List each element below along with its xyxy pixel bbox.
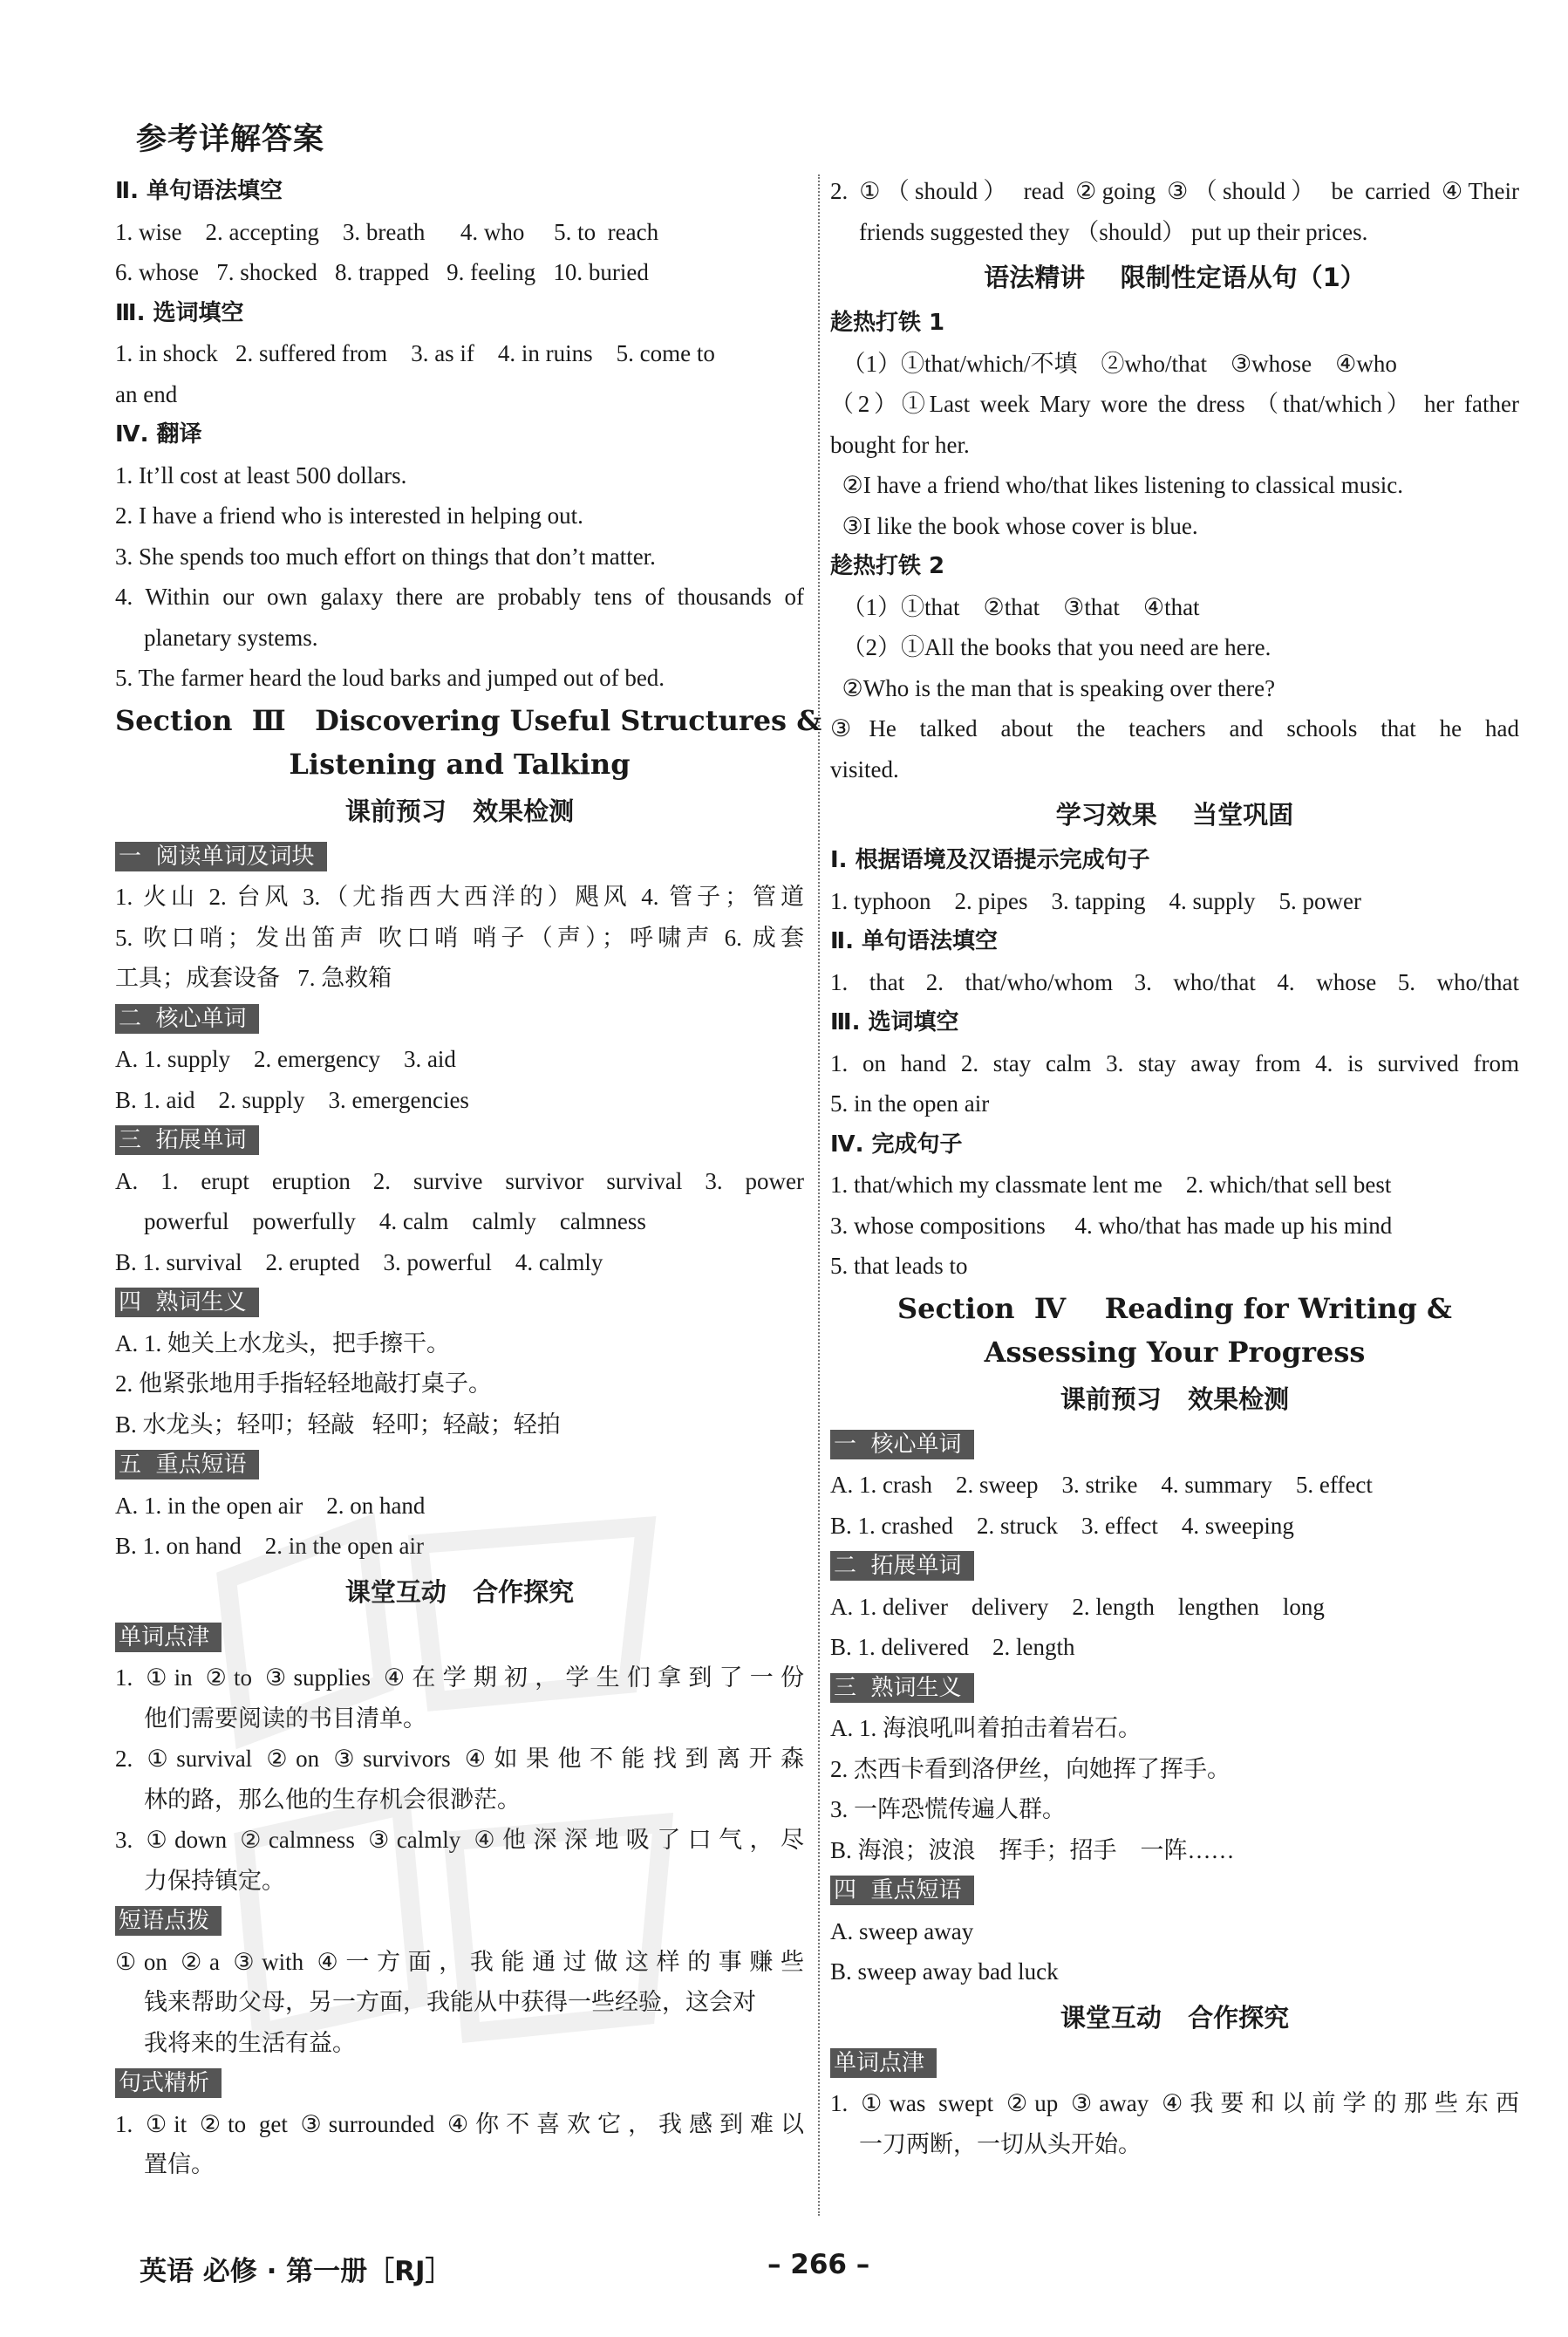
answer-line: 3. ①down ②calmness ③calmly ④他深深地吸了口气，尽	[115, 1827, 804, 1853]
section-tag-row	[115, 1617, 804, 1658]
answer-line: 1. 火山 2. 台风 3.（尤指西大西洋的）飓风 4. 管子；管道	[115, 884, 804, 910]
answer-line: 1. ①was swept ②up ③away ④我要和以前学的那些东西	[830, 2090, 1519, 2116]
answer-line: 6. whose 7. shocked 8. trapped 9. feeling 10. buried	[115, 259, 649, 285]
answer-line: visited.	[830, 755, 899, 782]
answer-line: （2）①Last week Mary wore the dress （that/which） her father	[830, 391, 1519, 417]
section-tag-row	[830, 2043, 1519, 2084]
section-tag-row	[115, 999, 804, 1040]
answer-line: 置信。	[144, 2151, 215, 2177]
answer-line: B. 水龙头；轻叩；轻敲 轻叩；轻敲；轻拍	[115, 1411, 561, 1438]
answer-line: 5. 吹口哨；发出笛声 吹口哨 哨子（声）；呼啸声 6. 成套	[115, 924, 804, 951]
answer-line: B. 1. survival 2. erupted 3. powerful 4. calmly	[115, 1248, 603, 1275]
answer-line: 2. ①（should） read ②going ③（should） be carried ④Their	[830, 178, 1519, 204]
column-divider	[818, 174, 820, 2216]
answer-line: （1）①that ②that ③that ④that	[830, 593, 1200, 620]
section-heading: Section Ⅳ Reading for Writing &	[897, 1291, 1452, 1325]
answer-line: B. 1. on hand 2. in the open air	[115, 1533, 424, 1559]
answer-line: bought for her.	[830, 431, 970, 458]
answer-line: 1. that 2. that/who/whom 3. who/that 4. whose 5. who/that	[830, 968, 1519, 995]
answer-line: A. sweep away	[830, 1917, 974, 1944]
answer-line: A. 1. crash 2. sweep 3. strike 4. summary 5. effect	[830, 1472, 1373, 1498]
section-heading: Section Ⅲ Discovering Useful Structures &	[115, 703, 822, 737]
answer-line: powerful powerfully 4. calm calmly calmness	[144, 1208, 646, 1234]
answer-line: ③I like the book whose cover is blue.	[830, 512, 1198, 539]
page-title: 参考详解答案	[136, 122, 325, 157]
answer-line: 我将来的生活有益。	[144, 2029, 356, 2056]
answer-line: 4. Within our own galaxy there are probably tens of thousands of	[115, 584, 804, 610]
section-tag: 四 熟词生义	[115, 1288, 259, 1317]
answer-line: 他们需要阅读的书目清单。	[144, 1705, 426, 1732]
answer-line: A. 1. erupt eruption 2. survive survivor survival 3. power	[115, 1167, 804, 1194]
answer-line: 1. that/which my classmate lent me 2. which/that sell best	[830, 1172, 1392, 1198]
page-footer	[0, 2249, 1568, 2287]
section-tag-row	[830, 1870, 1519, 1911]
subsection-heading: 课前预习 效果检测	[344, 796, 575, 826]
section-tag: 一 阅读单词及词块	[115, 842, 327, 871]
answer-line: B. 海浪；波浪 挥手；招手 一阵……	[830, 1836, 1235, 1863]
subsection-heading: 课前预习 效果检测	[1060, 1384, 1290, 1414]
section-tag: 三 熟词生义	[830, 1673, 974, 1703]
section-tag: 单词点津	[830, 2048, 937, 2078]
subsection-heading: 学习效果 当堂巩固	[1055, 800, 1294, 830]
answer-line: ②I have a friend who/that likes listening to classical music.	[830, 472, 1404, 498]
answer-line: friends suggested they （should） put up their prices.	[859, 218, 1368, 245]
exercise-heading: Ⅱ. 单句语法填空	[115, 178, 283, 204]
section-tag-row	[115, 837, 804, 878]
exercise-heading: Ⅳ. 翻译	[115, 421, 202, 448]
exercise-heading: 趁热打铁 1	[830, 310, 945, 336]
answer-line: A. 1. supply 2. emergency 3. aid	[115, 1046, 456, 1072]
answer-line: （2）①All the books that you need are here.	[830, 634, 1271, 660]
answer-line: an end	[115, 380, 178, 407]
answer-line: 1. on hand 2. stay calm 3. stay away from 4. is survived from	[830, 1049, 1519, 1076]
answer-line: 1. in shock 2. suffered from 3. as if 4. in ruins 5. come to	[115, 340, 715, 366]
exercise-heading: Ⅲ. 选词填空	[115, 299, 244, 326]
section-heading: Listening and Talking	[289, 747, 631, 781]
answer-line: 钱来帮助父母，另一方面，我能从中获得一些经验，这会对	[144, 1989, 756, 2015]
exercise-heading: 趁热打铁 2	[830, 553, 945, 579]
answer-line: 1. ①it ②to get ③surrounded ④你不喜欢它，我感到难以	[115, 2110, 804, 2137]
answer-line: A. 1. in the open air 2. on hand	[115, 1492, 426, 1519]
section-tag: 一 核心单词	[830, 1430, 974, 1459]
section-tag: 二 拓展单词	[830, 1551, 974, 1581]
footer-subject: 英语 必修 · 第一册［RJ］	[140, 2256, 453, 2287]
answer-line: 1. ①in ②to ③supplies ④在学期初，学生们拿到了一份	[115, 1664, 804, 1691]
section-tag-row	[830, 1425, 1519, 1466]
answer-line: 3. She spends too much effort on things that don’t matter.	[115, 543, 656, 570]
answer-line: 2. 杰西卡看到洛伊丝，向她挥了挥手。	[830, 1755, 1231, 1782]
answer-line: A. 1. deliver delivery 2. length lengthen long	[830, 1593, 1325, 1620]
subsection-heading: 课堂互动 合作探究	[1060, 2002, 1290, 2033]
section-tag-row	[830, 1546, 1519, 1587]
answer-line: planetary systems.	[144, 624, 318, 651]
answer-line: 力保持镇定。	[144, 1867, 285, 1894]
answer-line: 3. 一阵恐慌传遍人群。	[830, 1796, 1066, 1822]
section-tag-row	[115, 1901, 804, 1942]
section-tag: 四 重点短语	[830, 1876, 974, 1905]
answer-line: ③He talked about the teachers and schools that he had	[830, 715, 1519, 741]
answer-line: B. sweep away bad luck	[830, 1958, 1059, 1985]
answer-line: 5. in the open air	[830, 1090, 990, 1117]
answer-line: 5. The farmer heard the loud barks and jumped out of bed.	[115, 665, 665, 691]
answer-line: 1. typhoon 2. pipes 3. tapping 4. supply 5. power	[830, 887, 1361, 914]
section-tag: 五 重点短语	[115, 1450, 259, 1479]
exercise-heading: Ⅱ. 单句语法填空	[830, 928, 999, 954]
answer-line: 一刀两断，一切从头开始。	[859, 2130, 1142, 2157]
answer-line: 工具；成套设备 7. 急救箱	[115, 965, 392, 991]
answer-line: A. 1. 她关上水龙头，把手擦干。	[115, 1329, 450, 1356]
answer-line: 2. ①survival ②on ③survivors ④如果他不能找到离开森	[115, 1746, 804, 1772]
left-column	[115, 171, 822, 2185]
answer-line: B. 1. delivered 2. length	[830, 1634, 1075, 1660]
answer-line: 林的路，那么他的生存机会很渺茫。	[144, 1786, 521, 1813]
section-tag-row	[115, 2063, 804, 2104]
answer-line: A. 1. 海浪吼叫着拍击着岩石。	[830, 1715, 1142, 1741]
answer-line: 2. I have a friend who is interested in helping out.	[115, 502, 583, 529]
section-tag: 句式精析	[115, 2068, 222, 2098]
answer-line: B. 1. crashed 2. struck 3. effect 4. sweeping	[830, 1512, 1294, 1539]
right-column	[830, 171, 1519, 2164]
answer-line: ②Who is the man that is speaking over there?	[830, 674, 1276, 701]
subsection-heading: 语法精讲 限制性定语从句（1）	[984, 263, 1366, 292]
section-tag: 短语点拨	[115, 1906, 222, 1936]
footer-page-number: – 266 –	[767, 2249, 870, 2280]
answer-line: B. 1. aid 2. supply 3. emergencies	[115, 1086, 469, 1113]
answer-line: （1）①that/which/不填 ②who/that ③whose ④who	[830, 350, 1397, 377]
section-tag-row	[115, 1282, 804, 1323]
section-tag: 三 拓展单词	[115, 1125, 259, 1155]
section-tag: 二 核心单词	[115, 1004, 259, 1034]
exercise-heading: Ⅳ. 完成句子	[830, 1131, 963, 1158]
subsection-heading: 课堂互动 合作探究	[344, 1576, 575, 1607]
section-heading: Assessing Your Progress	[984, 1335, 1366, 1369]
answer-line: 3. whose compositions 4. who/that has made up his mind	[830, 1212, 1393, 1239]
section-tag: 单词点津	[115, 1623, 222, 1652]
section-tag-row	[115, 1120, 804, 1161]
answer-line: 1. wise 2. accepting 3. breath 4. who 5. to reach	[115, 218, 659, 245]
exercise-heading: Ⅰ. 根据语境及汉语提示完成句子	[830, 847, 1150, 873]
answer-line: 1. It’ll cost at least 500 dollars.	[115, 461, 407, 489]
section-tag-row	[830, 1668, 1519, 1709]
answer-line: 2. 他紧张地用手指轻轻地敲打桌子。	[115, 1370, 492, 1397]
answer-line: ①on ②a ③with ④一方面，我能通过做这样的事赚些	[115, 1948, 804, 1975]
section-tag-row	[115, 1445, 804, 1486]
answer-line: 5. that leads to	[830, 1253, 968, 1279]
exercise-heading: Ⅲ. 选词填空	[830, 1009, 959, 1035]
